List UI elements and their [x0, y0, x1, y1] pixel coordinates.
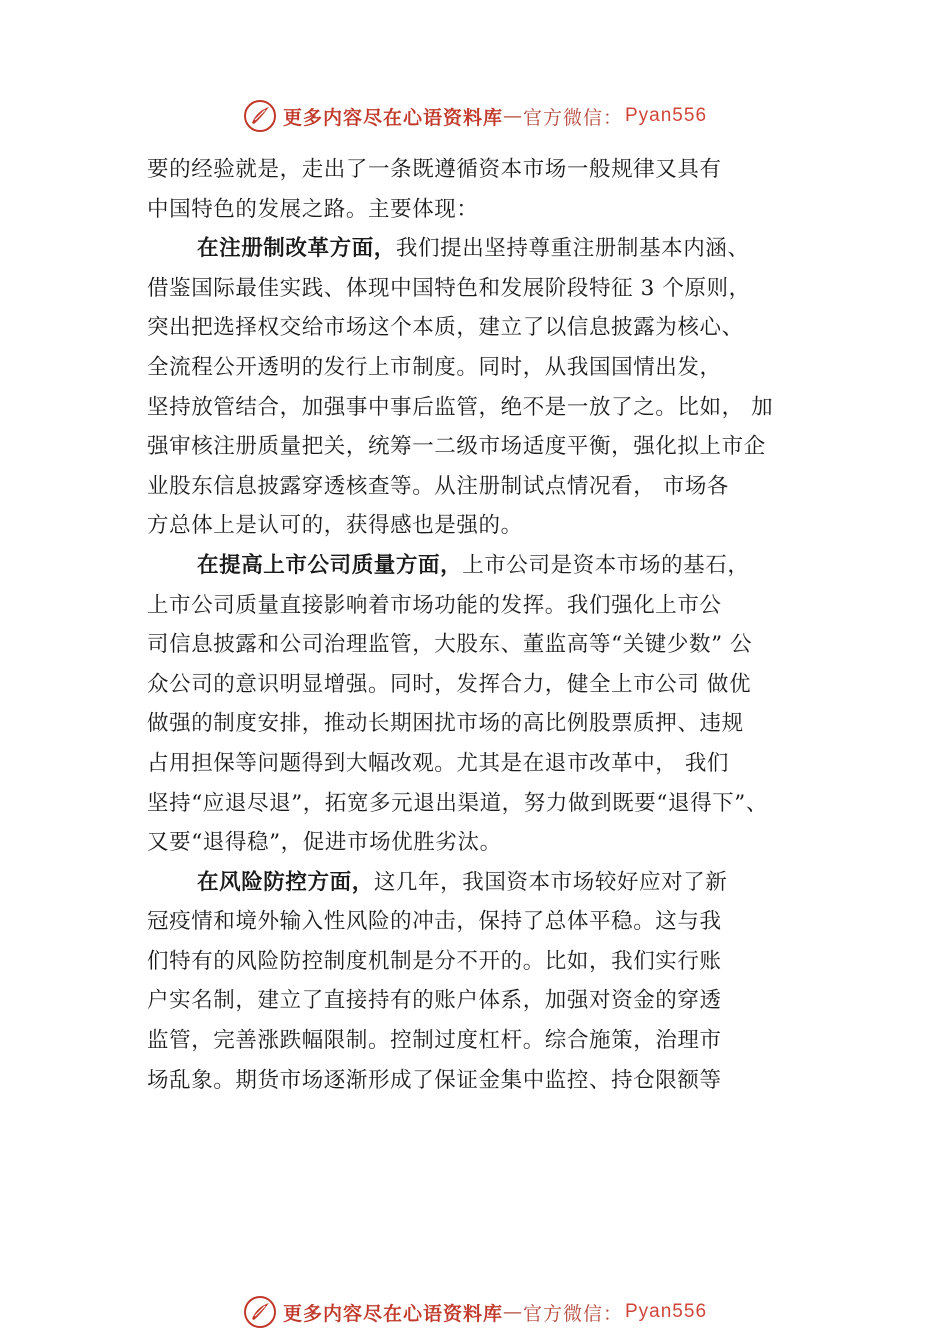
text-line: 借鉴国际最佳实践、体现中国特色和发展阶段特征 3 个原则， [147, 275, 751, 301]
text-line: 强审核注册质量把关，统筹一二级市场适度平衡，强化拟上市企 [147, 434, 766, 460]
watermark-title: 更多内容尽在心语资料库 [282, 106, 503, 129]
paragraph-heading: 在提高上市公司质量方面， [197, 552, 463, 578]
watermark-logo-icon [243, 99, 277, 133]
watermark-title: 更多内容尽在心语资料库 [282, 1302, 503, 1325]
text-line: 突出把选择权交给市场这个本质，建立了以信息披露为核心、 [147, 315, 744, 341]
paragraph-start-line: 在注册制改革方面，我们提出坚持尊重注册制基本内涵、 [197, 236, 750, 262]
text-line: 户实名制，建立了直接持有的账户体系，加强对资金的穿透 [147, 988, 722, 1014]
watermark-dash: — [502, 1301, 523, 1323]
watermark-logo-icon [243, 1295, 277, 1329]
text-line: 做强的制度安排，推动长期困扰市场的高比例股票质押、违规 [147, 711, 744, 737]
text-line: 占用担保等问题得到大幅改观。尤其是在退市改革中， 我们 [147, 750, 730, 776]
watermark-wechat-id: Pyan556 [625, 105, 708, 126]
watermark-header [0, 96, 950, 136]
document-body [147, 150, 837, 1100]
text-line: 们特有的风险防控制度机制是分不开的。比如，我们实行账 [147, 948, 722, 974]
text-line: 场乱象。期货市场逐渐形成了保证金集中监控、持仓限额等 [147, 1067, 722, 1093]
text-line: 众公司的意识明显增强。同时，发挥合力，健全上市公司 做优 [147, 671, 752, 697]
text-line: 要的经验就是，走出了一条既遵循资本市场一般规律又具有 [147, 157, 722, 182]
text-line: 方总体上是认可的，获得感也是强的。 [147, 513, 523, 539]
paragraph-start-line: 在提高上市公司质量方面，上市公司是资本市场的基石， [197, 552, 750, 578]
text-line: 全流程公开透明的发行上市制度。同时，从我国国情出发， [147, 354, 722, 380]
text-line: 坚持放管结合，加强事中事后监管，绝不是一放了之。比如， 加 [147, 394, 774, 420]
watermark-label: 官方微信： [522, 1302, 623, 1325]
watermark-dash: — [502, 105, 523, 127]
text-line: 司信息披露和公司治理监管，大股东、董监高等“关键少数” 公 [147, 632, 753, 658]
watermark-footer [0, 1292, 950, 1332]
watermark-label: 官方微信： [522, 106, 623, 129]
watermark-wechat-id: Pyan556 [625, 1301, 708, 1322]
text-line: 监管，完善涨跌幅限制。控制过度杠杆。综合施策，治理市 [147, 1028, 722, 1054]
text-line: 又要“退得稳”，促进市场优胜劣汰。 [147, 830, 502, 856]
text-line: 业股东信息披露穿透核查等。从注册制试点情况看， 市场各 [147, 473, 730, 499]
paragraph-heading: 在风险防控方面， [197, 869, 374, 895]
text-line: 上市公司质量直接影响着市场功能的发挥。我们强化上市公 [147, 592, 722, 618]
text-line: 坚持“应退尽退”，拓宽多元退出渠道，努力做到既要“退得下”、 [147, 790, 768, 816]
text-line: 冠疫情和境外输入性风险的冲击，保持了总体平稳。这与我 [147, 909, 722, 935]
paragraph-start-line: 在风险防控方面，这几年，我国资本市场较好应对了新 [197, 869, 728, 895]
paragraph-heading: 在注册制改革方面， [197, 236, 396, 262]
text-line: 中国特色的发展之路。主要体现： [147, 196, 479, 222]
